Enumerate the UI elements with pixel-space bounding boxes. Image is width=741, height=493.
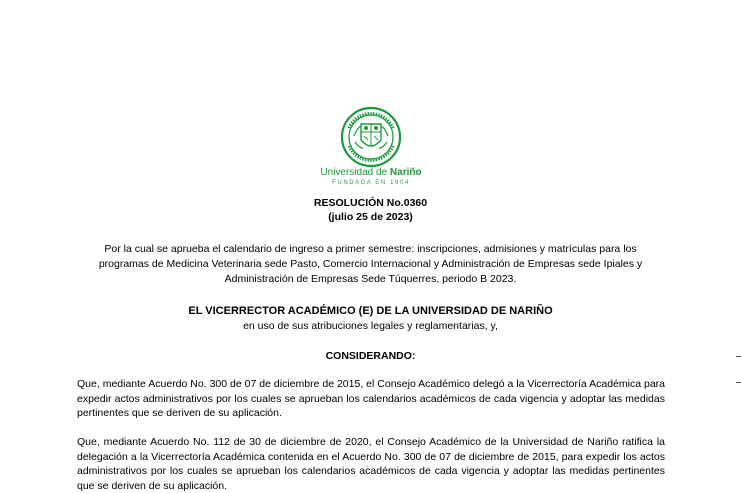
resolution-number: RESOLUCIÓN No.0360	[313, 197, 428, 209]
authority-subtitle: en uso de sus atribuciones legales y reglamentarias, y,	[243, 320, 498, 332]
authority-title: EL VICERRECTOR ACADÉMICO (E) DE LA UNIVERSIDAD DE NARIÑO	[188, 305, 553, 317]
university-tagline: FUNDADA EN 1904	[332, 180, 410, 186]
considerando-paragraph-2: Que, mediante Acuerdo No. 112 de 30 de diciembre de 2020, el Consejo Académico de la Universidad de Nariño ratifica la delegación a la Vicerrectoría Académica contenida en el Acuerdo No. 300 de 07 de diciembre de 2015, para expedir los actos administrativos por los cuales se aprueban los calendarios académicos de cada vigencia y adoptar las medidas pertinentes que se deriven de su aplicación.	[77, 436, 665, 492]
margin-mark	[736, 382, 741, 383]
considerando-paragraph-1: Que, mediante Acuerdo No. 300 de 07 de diciembre de 2015, el Consejo Académico delegó a la Vicerrectoría Académica para expedir actos administrativos por los cuales se aprueban los calendarios académicos de cada vigencia y adoptar las medidas pertinentes que se deriven de su aplicación.	[77, 378, 665, 419]
subject-line-1: Por la cual se aprueba el calendario de ingreso a primer semestre: inscripciones, admisiones y matrículas para los	[104, 243, 637, 255]
university-logotype	[310, 167, 432, 187]
university-name-bold: Nariño	[389, 167, 422, 178]
university-name-prefix: Universidad de	[320, 167, 390, 178]
considerando-heading: CONSIDERANDO:	[325, 350, 416, 362]
margin-mark	[736, 356, 741, 357]
subject-line-2: programas de Medicina Veterinaria sede Pasto, Comercio Internacional y Administración de Empresas sede Ipiales y	[98, 258, 643, 270]
resolution-date: (julio 25 de 2023)	[328, 211, 413, 223]
subject-line-3: Administración de Empresas Sede Túquerres, periodo B 2023.	[224, 273, 517, 285]
university-seal-icon	[335, 106, 407, 168]
university-name	[310, 167, 432, 179]
